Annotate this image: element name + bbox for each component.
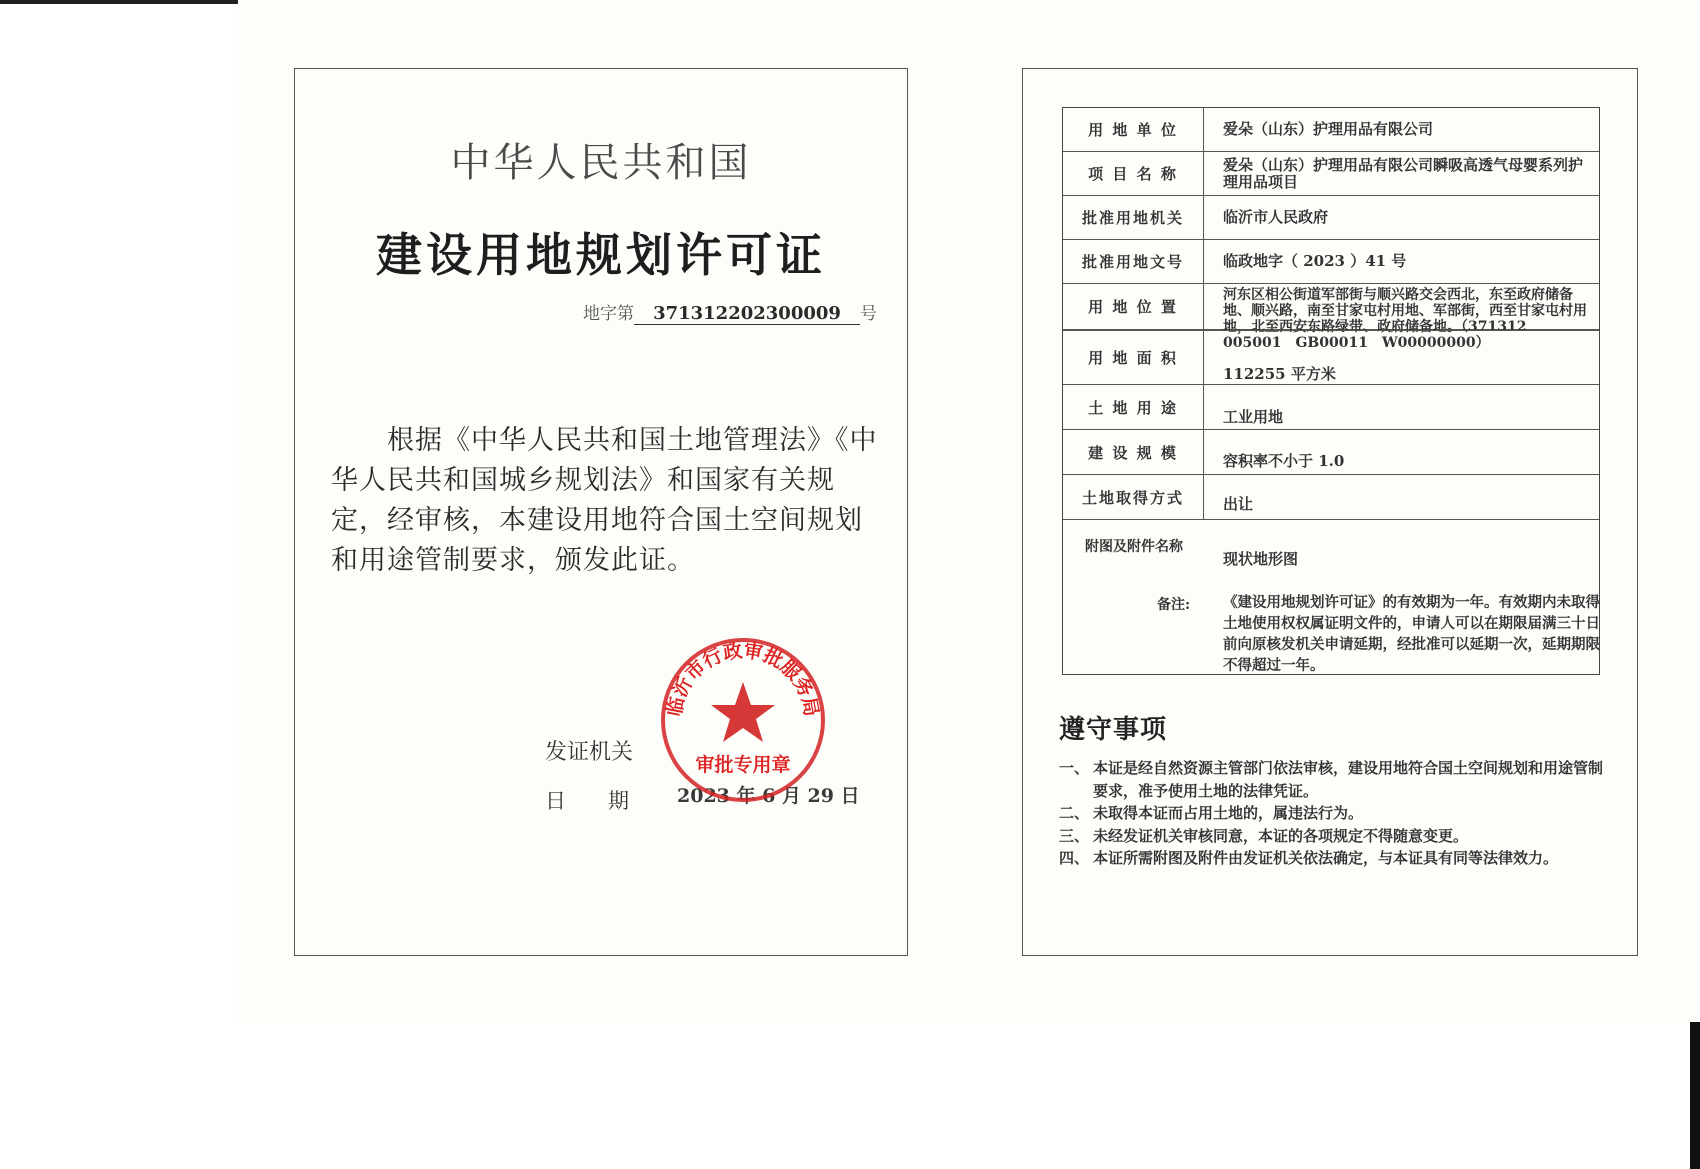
row-label: 土 地 用 途 — [1063, 385, 1204, 429]
rule-index: 二、 — [1059, 804, 1090, 822]
row-label: 批准用地文号 — [1063, 240, 1204, 283]
row-label: 建 设 规 模 — [1063, 430, 1204, 474]
seal-inner-text: 审批专用章 — [695, 754, 791, 776]
rule-text: 本证所需附图及附件由发证机关依法确定，与本证具有同等法律效力。 — [1093, 849, 1559, 867]
table-row — [1063, 240, 1599, 284]
row-label: 用 地 单 位 — [1063, 108, 1204, 151]
seal-outer-text: 临沂市行政审批服务局 — [663, 639, 823, 719]
table-row — [1063, 385, 1599, 430]
table-row — [1063, 430, 1599, 475]
row-value: 容积率不小于 1.0 — [1223, 451, 1345, 470]
table-row — [1063, 284, 1599, 351]
attachments-value: 现状地形图 — [1223, 550, 1299, 568]
cert-no-prefix: 地字第 — [583, 304, 634, 324]
rule-text: 未经发证机关审核同意，本证的各项规定不得随意变更。 — [1093, 826, 1469, 845]
rule-text: 本证是经自然资源主管部门依法审核，建设用地符合国土空间规划和用途管制要求，准予使用土地的法律凭证。 — [1093, 759, 1604, 800]
certificate-front-page — [294, 68, 908, 956]
row-value: 河东区相公街道军部街与顺兴路交会西北，东至政府储备地、顺兴路，南至甘家屯村用地、军部街，西至甘家屯村用地，北至西安东路绿带、政府储备地。（371312 005001 GB00011 W00000000） — [1223, 287, 1587, 351]
rules-list — [1059, 757, 1604, 870]
country-title: 中华人民共和国 — [450, 140, 752, 186]
certificate-back-page — [1022, 68, 1638, 956]
list-item — [1059, 757, 1604, 802]
row-value: 出让 — [1223, 494, 1254, 513]
row-label: 用 地 面 积 — [1063, 331, 1204, 384]
note-label: 备注: — [1157, 597, 1191, 613]
cert-no-suffix: 号 — [860, 304, 877, 324]
table-row — [1063, 330, 1599, 385]
row-value: 临沂市人民政府 — [1223, 208, 1329, 226]
land-info-table — [1062, 107, 1600, 675]
table-row — [1063, 152, 1599, 196]
row-value: 112255 平方米 — [1223, 365, 1336, 383]
date-label: 日 期 — [545, 789, 629, 813]
table-row — [1063, 475, 1599, 520]
rules-title: 遵守事项 — [1059, 715, 1168, 745]
note-text: 《建设用地规划许可证》的有效期为一年。有效期内未取得土地使用权权属证明文件的，申请人可以在期限届满三十日前向原核发机关申请延期，经批准可以延期一次，延期期限不得超过一年。 — [1223, 594, 1600, 674]
certificate-number — [583, 299, 877, 325]
row-label: 批准用地机关 — [1063, 196, 1204, 239]
official-seal-icon — [657, 634, 829, 806]
issue-date: 2023 年 6 月 29 日 — [677, 785, 860, 807]
row-value: 临政地字（ 2023 ）41 号 — [1223, 252, 1407, 270]
star-icon — [711, 682, 775, 742]
rule-index: 三、 — [1059, 826, 1090, 845]
row-value: 工业用地 — [1223, 407, 1284, 426]
list-item — [1059, 802, 1604, 825]
scan-edge-top — [0, 0, 238, 4]
certificate-body-text: 根据《中华人民共和国土地管理法》《中华人民共和国城乡规划法》和国家有关规定，经审核，本建设用地符合国土空间规划和用途管制要求，颁发此证。 — [331, 425, 878, 576]
rule-index: 一、 — [1059, 759, 1090, 777]
issuer-label: 发证机关 — [545, 740, 634, 765]
list-item — [1059, 847, 1604, 870]
row-label: 项 目 名 称 — [1063, 152, 1204, 195]
row-label: 土地取得方式 — [1063, 475, 1204, 519]
cert-no-value: 371312202300009 — [634, 303, 860, 325]
rule-index: 四、 — [1059, 849, 1090, 867]
row-value: 爱朵（山东）护理用品有限公司 — [1223, 120, 1434, 138]
row-label: 用 地 位 置 — [1063, 284, 1204, 329]
table-row — [1063, 196, 1599, 240]
table-row — [1063, 108, 1599, 152]
row-value: 爱朵（山东）护理用品有限公司瞬吸高透气母婴系列护理用品项目 — [1223, 155, 1584, 191]
scan-edge-right — [1690, 1022, 1700, 1169]
list-item — [1059, 825, 1604, 848]
rule-text: 未取得本证而占用土地的，属违法行为。 — [1093, 804, 1364, 822]
attachments-and-notes — [1063, 520, 1599, 676]
attachments-label: 附图及附件名称 — [1085, 539, 1183, 555]
document-title: 建设用地规划许可证 — [376, 228, 826, 282]
